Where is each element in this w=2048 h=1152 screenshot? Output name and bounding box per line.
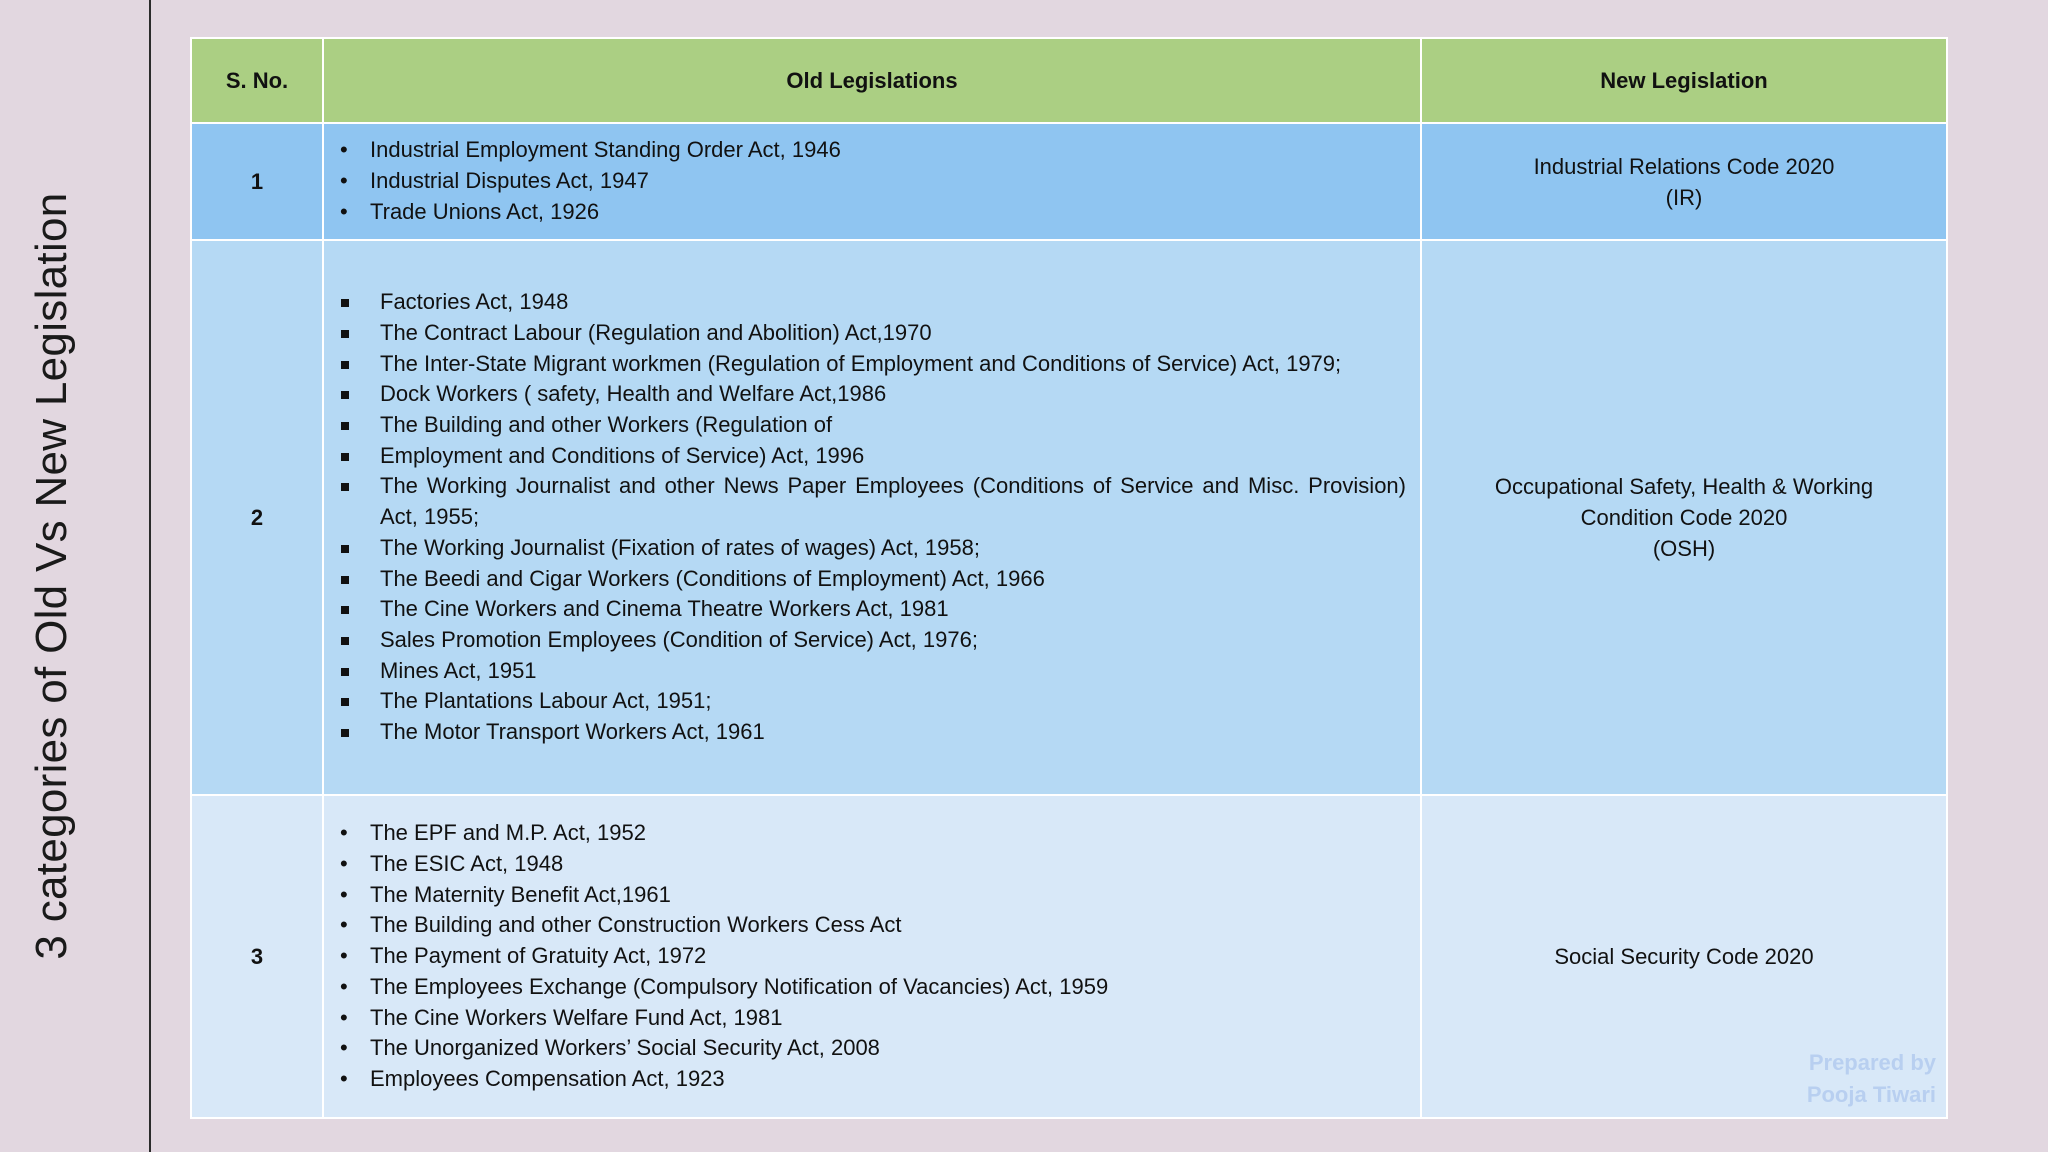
row-number: 3 [191, 795, 323, 1118]
list-item: The Building and other Workers (Regulation of [340, 410, 1406, 441]
list-item: • Trade Unions Act, 1926 [340, 197, 1406, 228]
list-item: • The Cine Workers Welfare Fund Act, 1981 [340, 1003, 1406, 1034]
list-item: • Industrial Employment Standing Order Act, 1946 [340, 135, 1406, 166]
old-legislation-list [340, 135, 1406, 227]
watermark-line-1: Prepared by [1808, 1050, 1936, 1075]
divider-line [149, 0, 151, 1152]
list-item: • The EPF and M.P. Act, 1952 [340, 818, 1406, 849]
list-item: The Beedi and Cigar Workers (Conditions of Employment) Act, 1966 [340, 564, 1406, 595]
list-item: • The Maternity Benefit Act,1961 [340, 880, 1406, 911]
new-legislation-name: Occupational Safety, Health & Working [1494, 474, 1874, 499]
side-title-area [0, 0, 150, 1152]
new-legislation-cell [1421, 795, 1947, 1118]
new-legislation-cell [1421, 240, 1947, 795]
watermark [1807, 1047, 1936, 1111]
list-item: The Motor Transport Workers Act, 1961 [340, 717, 1406, 748]
list-item: • The Payment of Gratuity Act, 1972 [340, 941, 1406, 972]
list-item: The Contract Labour (Regulation and Abolition) Act,1970 [340, 318, 1406, 349]
header-new-legislation: New Legislation [1421, 38, 1947, 123]
old-legislations-cell [323, 123, 1421, 240]
legislation-table-wrap [190, 37, 1946, 1115]
list-item: The Inter-State Migrant workmen (Regulation of Employment and Conditions of Service) Act, 1979; [340, 349, 1406, 380]
slide-title: 3 categories of Old Vs New Legislation [27, 192, 76, 960]
legislation-table [190, 37, 1948, 1119]
header-sno: S. No. [191, 38, 323, 123]
new-legislation-name: Social Security Code 2020 [1554, 944, 1814, 969]
old-legislation-list [340, 287, 1406, 748]
header-old-legislations: Old Legislations [323, 38, 1421, 123]
new-legislation-name-cont: Condition Code 2020 [1580, 505, 1788, 530]
table-row [191, 240, 1947, 795]
list-item: • Employees Compensation Act, 1923 [340, 1064, 1406, 1095]
table-header-row [191, 38, 1947, 123]
table-row [191, 795, 1947, 1118]
list-item: • The Employees Exchange (Compulsory Notification of Vacancies) Act, 1959 [340, 972, 1406, 1003]
new-legislation-abbr: (IR) [1665, 184, 1703, 210]
list-item: Dock Workers ( safety, Health and Welfare Act,1986 [340, 379, 1406, 410]
list-item: The Working Journalist and other News Paper Employees (Conditions of Service and Misc. Provision) Act, 1955; [340, 471, 1406, 532]
list-item: Mines Act, 1951 [340, 656, 1406, 687]
new-legislation-name: Industrial Relations Code 2020 [1533, 153, 1835, 179]
watermark-line-2: Pooja Tiwari [1806, 1082, 1936, 1107]
list-item: Sales Promotion Employees (Condition of Service) Act, 1976; [340, 625, 1406, 656]
table-row [191, 123, 1947, 240]
list-item: Employment and Conditions of Service) Act, 1996 [340, 441, 1406, 472]
old-legislations-cell [323, 240, 1421, 795]
old-legislation-list [340, 818, 1406, 1094]
list-item: • The ESIC Act, 1948 [340, 849, 1406, 880]
list-item: The Cine Workers and Cinema Theatre Workers Act, 1981 [340, 594, 1406, 625]
list-item: The Plantations Labour Act, 1951; [340, 686, 1406, 717]
list-item: • Industrial Disputes Act, 1947 [340, 166, 1406, 197]
list-item: Factories Act, 1948 [340, 287, 1406, 318]
old-legislations-cell [323, 795, 1421, 1118]
new-legislation-abbr: (OSH) [1652, 536, 1716, 561]
new-legislation-cell [1421, 123, 1947, 240]
row-number: 1 [191, 123, 323, 240]
row-number: 2 [191, 240, 323, 795]
list-item: The Working Journalist (Fixation of rates of wages) Act, 1958; [340, 533, 1406, 564]
list-item: • The Unorganized Workers’ Social Security Act, 2008 [340, 1033, 1406, 1064]
list-item: • The Building and other Construction Workers Cess Act [340, 910, 1406, 941]
